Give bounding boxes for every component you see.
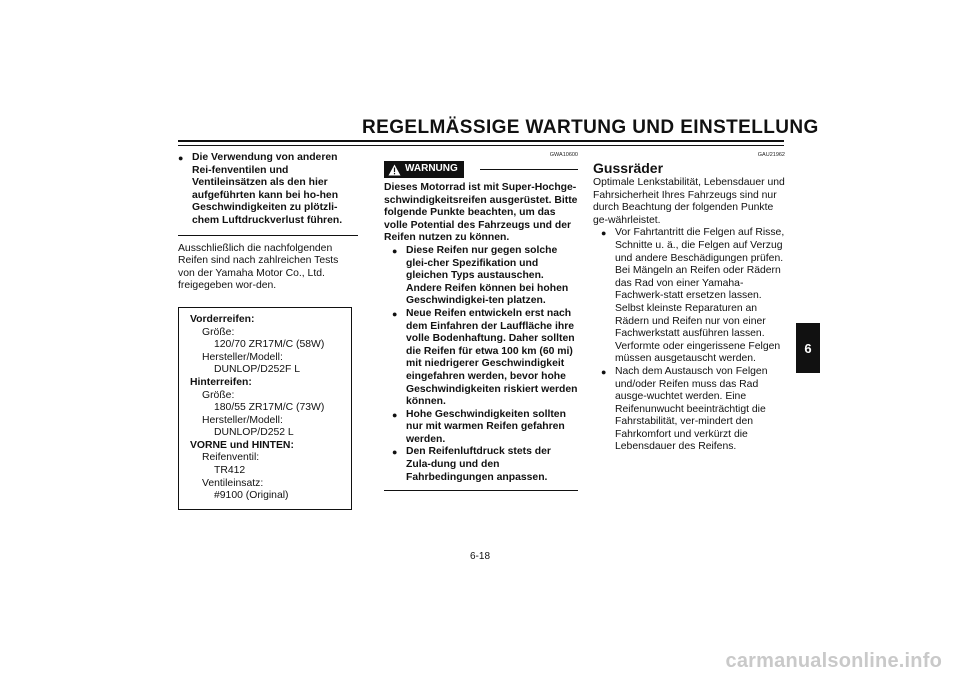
header-rule	[178, 140, 784, 142]
list-item	[601, 366, 785, 454]
bullet-icon: ●	[392, 308, 398, 319]
list-item-text: Den Reifenluftdruck stets der Zula-dung und den Fahrbedingungen anpassen.	[406, 446, 551, 483]
list-item	[392, 446, 578, 484]
front-size-value: 120/70 ZR17M/C (58W)	[214, 339, 325, 351]
watermark: carmanualsonline.info	[725, 650, 942, 672]
warning-code: GWA10600	[549, 152, 578, 158]
both-tires-label: VORNE und HINTEN:	[190, 439, 294, 451]
bullet-icon: ●	[392, 447, 398, 458]
rear-size-label: Größe:	[202, 389, 235, 401]
left-column	[178, 152, 358, 510]
warning-bullet-item	[178, 152, 358, 228]
list-item-text: Nach dem Austausch von Felgen und/oder Reifen muss das Rad ausge-wuchtet werden. Eine Reifenunwucht beeinträchtigt die Fahrstabilität, ver-mindert den Fahrkomfort und verkürzt die Lebensdauer des Reifens.	[615, 365, 768, 453]
tire-spec-box	[178, 307, 352, 510]
list-item-text: Neue Reifen entwickeln erst nach dem Einfahren der Lauffläche ihre volle Bodenhaftung. Daher sollten die Reifen für etwa 100 km (60 mi) mit niedrigerer Geschwindigkeit eingefahren werden, bevor hohe Geschwindigkeiten riskiert werden können.	[406, 307, 578, 408]
rear-tire-label: Hinterreifen:	[190, 376, 252, 388]
warning-badge	[384, 161, 464, 178]
page-number: 6-18	[469, 551, 490, 562]
bullet-icon: ●	[601, 228, 607, 239]
bullet-icon: ●	[392, 409, 398, 420]
warning-label: WARNUNG	[405, 163, 458, 175]
section-divider	[178, 235, 358, 236]
list-item	[601, 227, 785, 366]
valve-value: TR412	[214, 465, 246, 477]
list-item-text: Diese Reifen nur gegen solche glei-cher Spezifikation und gleichen Typs austauschen. Andere Reifen können bei hohen Geschwindigkei-ten platzen.	[406, 244, 569, 307]
front-size-label: Größe:	[202, 326, 235, 338]
bullet-icon: ●	[178, 153, 184, 163]
warning-triangle-icon	[388, 164, 401, 176]
valve-insert-value: #9100 (Original)	[214, 490, 289, 502]
header-rule-thin	[178, 145, 784, 146]
warning-bullet-list	[384, 245, 578, 484]
front-maker-value: DUNLOP/D252F L	[214, 364, 301, 376]
list-item-text: Hohe Geschwindigkeiten sollten nur mit warmen Reifen gefahren werden.	[406, 408, 566, 445]
list-item	[392, 245, 578, 308]
rear-maker-label: Hersteller/Modell:	[202, 414, 283, 426]
list-item	[392, 409, 578, 447]
wheel-bullet-list	[593, 227, 785, 454]
rear-maker-value: DUNLOP/D252 L	[214, 427, 294, 439]
bullet-icon: ●	[601, 366, 607, 377]
front-maker-label: Hersteller/Modell:	[202, 351, 283, 363]
bullet-icon: ●	[392, 245, 398, 256]
front-tire-label: Vorderreifen:	[190, 313, 255, 325]
middle-column	[384, 152, 578, 491]
valve-insert-label: Ventileinsatz:	[202, 477, 264, 489]
right-column	[593, 152, 785, 454]
section-code: GAU21962	[757, 152, 785, 158]
chapter-tab: 6	[796, 323, 820, 373]
warning-bottom-rule	[384, 490, 578, 491]
rear-size-value: 180/55 ZR17M/C (73W)	[214, 402, 325, 414]
warning-rule	[480, 169, 578, 170]
section-intro: Optimale Lenkstabilität, Lebensdauer und Fahrsicherheit Ihres Fahrzeugs sind nur durch Beachtung der folgenden Punkte ge-währleistet.	[593, 177, 785, 226]
valve-label: Reifenventil:	[202, 452, 260, 464]
warning-header	[384, 161, 578, 178]
tire-paragraph: Ausschließlich die nachfolgenden Reifen sind nach zahlreichen Tests von der Yamaha Motor Co., Ltd. freigegeben wor-den.	[178, 242, 339, 292]
list-item	[392, 308, 578, 409]
list-item-text: Vor Fahrtantritt die Felgen auf Risse, Schnitte u. ä., die Felgen auf Verzug und andere Beschädigungen prüfen. Bei Mängeln an Reifen oder Rädern das Rad von einer Yamaha-Fachwerk-statt ersetzen lassen. Selbst kleinste Reparaturen an Rädern und Reifen nur von einer Fachwerkstatt ausführen lassen. Verformte oder eingerissene Felgen müssen ausgetauscht werden.	[615, 227, 785, 365]
warning-bullet-text: Die Verwendung von anderen Rei-fenventilen und Ventileinsätzen als den hier aufgeführten kann bei ho-hen Geschwindigkeiten zu plötzli-chem Luftdruckverlust führen.	[192, 152, 343, 226]
section-title: Gussräder	[593, 160, 664, 176]
warning-intro: Dieses Motorrad ist mit Super-Hochge-schwindigkeitsreifen ausgerüstet. Bitte folgende Punkte beachten, um das volle Potential des Fahrzeugs und der Reifen nutzen zu können.	[384, 182, 578, 244]
page-title: REGELMÄSSIGE WARTUNG UND EINSTELLUNG	[362, 117, 819, 138]
